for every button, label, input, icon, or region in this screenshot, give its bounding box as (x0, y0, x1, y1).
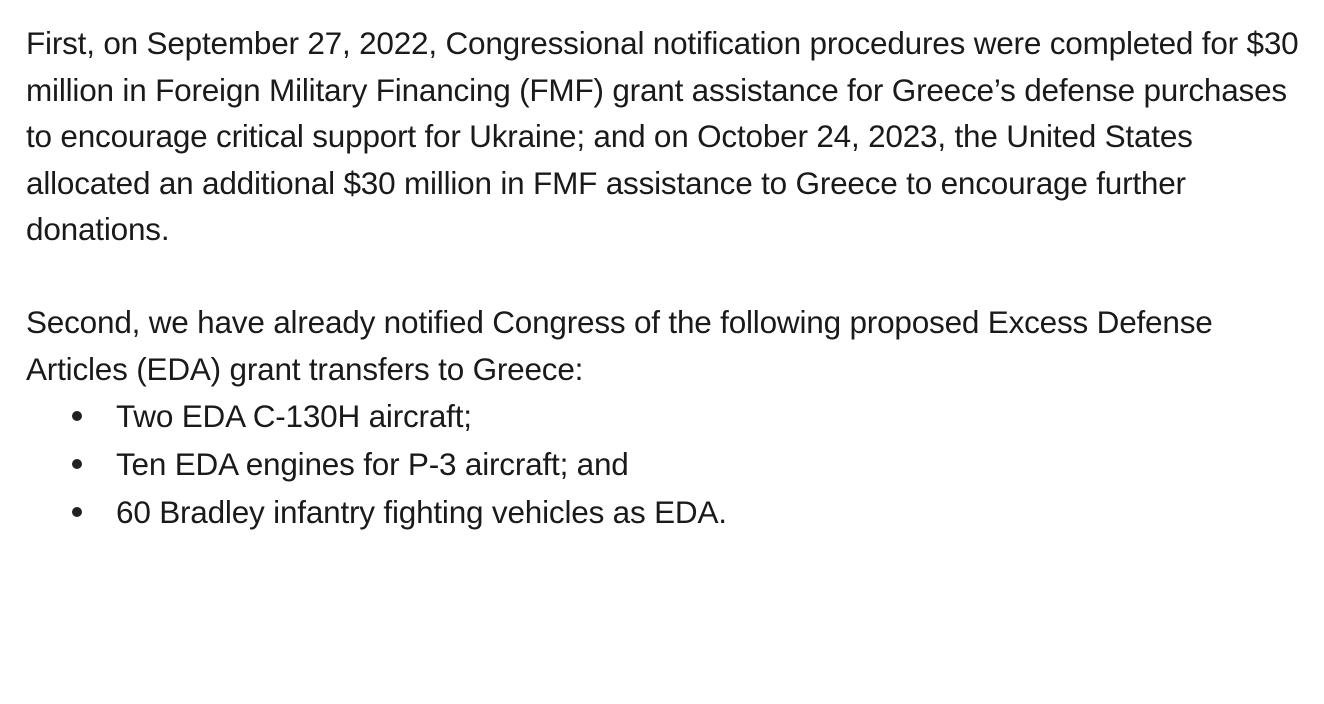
paragraph-eda-transfers: Second, we have already notified Congress of the following proposed Excess Defense Articles (EDA) grant transfers to Greece: (26, 304, 1213, 387)
list-item-text: Ten EDA engines for P-3 aircraft; and (116, 446, 629, 482)
list-item-text: 60 Bradley infantry fighting vehicles as EDA. (116, 494, 727, 530)
document-page (26, 20, 1316, 536)
bullet-icon (72, 411, 82, 421)
list-item (26, 488, 1316, 536)
bullet-icon (72, 459, 82, 469)
eda-transfer-list (26, 392, 1316, 536)
bullet-icon (72, 507, 82, 517)
paragraph-fmf-assistance: First, on September 27, 2022, Congressional notification procedures were completed for $30 million in Foreign Military Financing (FMF) grant assistance for Greece’s defense purchases to encourage critical support for Ukraine; and on October 24, 2023, the United States allocated an additional $30 million in FMF assistance to Greece to encourage further donations. (26, 25, 1299, 247)
list-item (26, 392, 1316, 440)
list-item-text: Two EDA C-130H aircraft; (116, 398, 472, 434)
list-item (26, 440, 1316, 488)
